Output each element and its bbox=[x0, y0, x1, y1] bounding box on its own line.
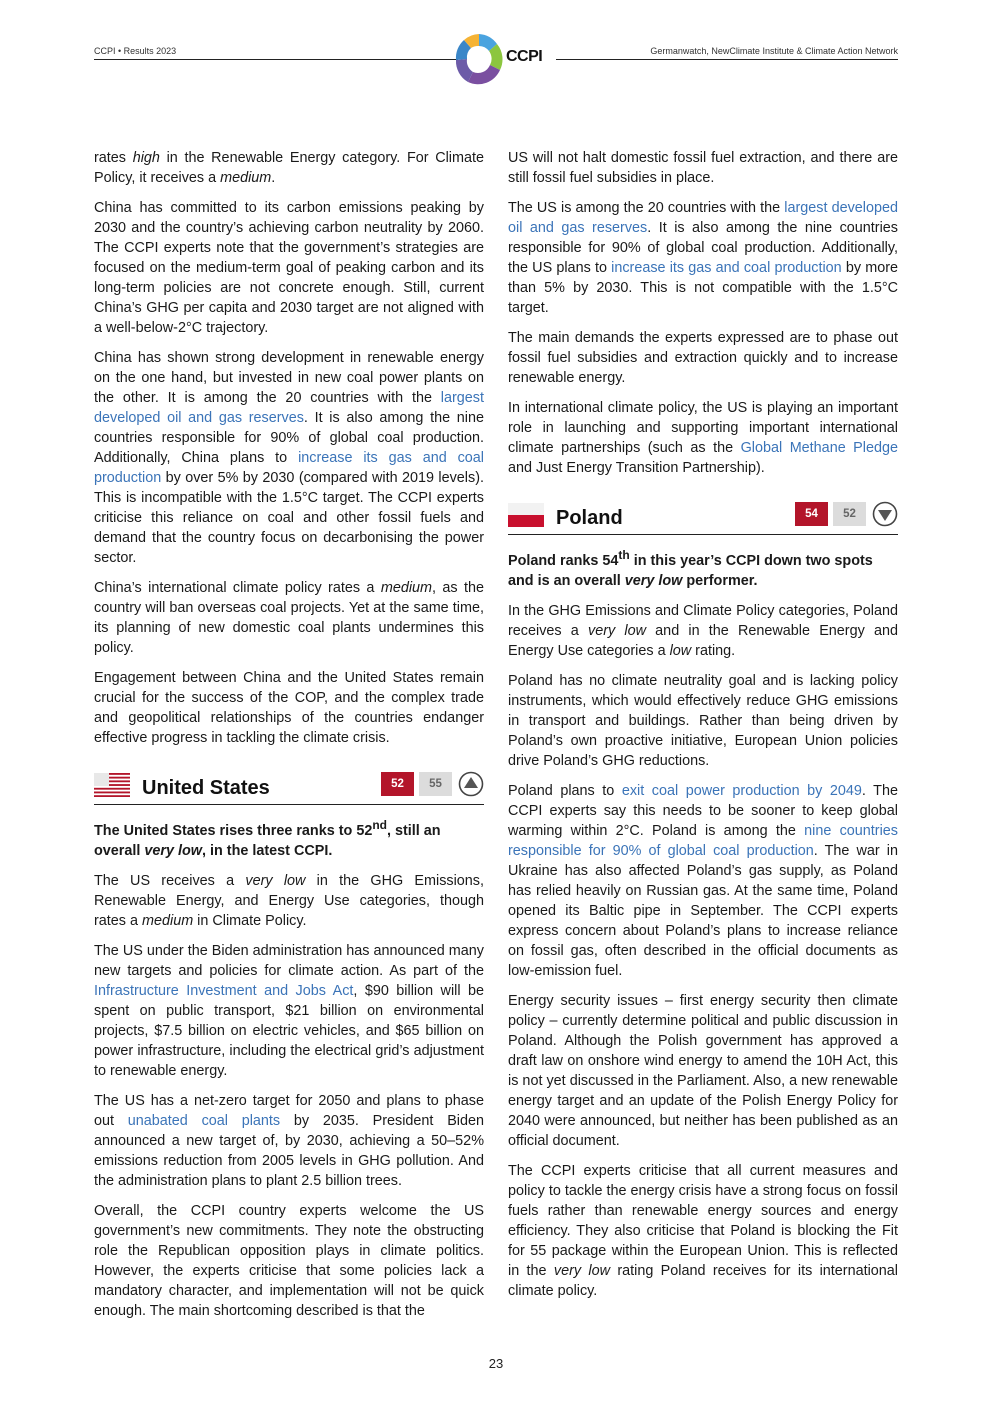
link-gas-coal-production[interactable]: increase its gas and coal production bbox=[611, 260, 842, 276]
paragraph: China’s international climate policy rates a medium, as the country will ban overseas coal projects. Yet at the same time, its planning of new domestic coal plants undermines this policy. bbox=[94, 580, 484, 656]
trend-down-icon bbox=[872, 501, 898, 527]
paragraph: The US has a net-zero target for 2050 and plans to phase out unabated coal plants by 2035. President Biden announced a new target of, by 2030, achieving a 50–52% emissions reduction from 2005 levels in GHG pollution. And the administration plans to plant 2.5 billion trees. bbox=[94, 1092, 484, 1189]
current-rank-badge: 52 bbox=[381, 772, 414, 796]
paragraph: China has committed to its carbon emissions peaking by 2030 and the country’s achieving carbon neutrality by 2060. The CCPI experts note that the government’s strategies are focused on the medium-term goal of peaking carbon and its long-term policies are not concrete enough. Still, current China’s GHG per capita and 2030 target are not aligned with a well-below-2°C trajectory. bbox=[94, 200, 484, 336]
ccpi-logo-icon bbox=[452, 30, 506, 88]
current-rank-badge: 54 bbox=[795, 502, 828, 526]
previous-rank-badge: 52 bbox=[833, 502, 866, 526]
paragraph: The main demands the experts expressed are to phase out fossil fuel subsidies and extraction quickly and to increase renewable energy. bbox=[508, 330, 898, 386]
trend-up-icon bbox=[458, 771, 484, 797]
us-flag-icon bbox=[94, 773, 130, 797]
page-header bbox=[0, 0, 992, 100]
paragraph: The US is among the 20 countries with the largest developed oil and gas reserves. It is also among the nine countries responsible for 90% of global coal production. Additionally, the US plans to increase its gas and coal production by more than 5% by 2030. This is not compatible with the 1.5°C target. bbox=[508, 200, 899, 316]
paragraph: The CCPI experts criticise that all current measures and policy to tackle the energy crisis have a strong focus on fossil fuels rather than renewable energy sources and energy efficiency. They also criticise that Poland is blocking the Fit for 55 package within the European Union. This is reflected in the very low rating Poland receives for its international climate policy. bbox=[508, 1162, 899, 1299]
header-left-text: CCPI • Results 2023 bbox=[94, 46, 177, 56]
poland-flag-icon bbox=[508, 503, 544, 527]
link-largest-reserves[interactable]: largest developed oil and gas reserves bbox=[508, 200, 898, 236]
right-column bbox=[508, 148, 898, 1311]
paragraph: Overall, the CCPI country experts welcome the US government’s new commitments. They note the obstructing role the Republican opposition plays in climate politics. However, the experts criticise that some policies lack a mandatory character, and implementation will not be quick enough. The main shortcoming described is that the bbox=[94, 1202, 484, 1319]
paragraph: Poland has no climate neutrality goal and is lacking policy instruments, which would effectively reduce GHG emissions in transport and buildings. Rather than being driven by Poland’s own proactive initiative, European Union policies drive Poland’s GHG reductions. bbox=[508, 672, 898, 769]
header-rule-left bbox=[94, 59, 458, 60]
paragraph: rates high in the Renewable Energy category. For Climate Policy, it receives a medium. bbox=[94, 150, 484, 186]
paragraph: Engagement between China and the United States remain crucial for the success of the COP, and the complex trade and geopolitical relationships of the countries endanger effective progress in tackling the climate crisis. bbox=[94, 670, 484, 746]
link-largest-reserves[interactable]: largest developed oil and gas reserves bbox=[94, 390, 484, 426]
link-gas-coal-production[interactable]: increase its gas and coal production bbox=[94, 450, 485, 486]
paragraph: In international climate policy, the US is playing an important role in launching and supporting important international climate partnerships (such as the Global Methane Pledge and Just Energy Transition Partnership). bbox=[508, 400, 898, 476]
paragraph: China has shown strong development in renewable energy on the one hand, but invested in new coal power plants on the other. It is among the 20 countries with the largest developed oil and gas reserves. It is also among the nine countries responsible for 90% of global coal production. Additionally, China plans to increase its gas and coal production by over 5% by 2030 (compared with 2019 levels). This is incompatible with the 1.5°C target. The CCPI experts criticise this reliance on coal and other fossil fuels and demand that the country focus on decarbonising the power sector. bbox=[94, 350, 485, 566]
logo-text: CCPI bbox=[506, 48, 543, 65]
link-infrastructure-act[interactable]: Infrastructure Investment and Jobs Act bbox=[94, 982, 354, 999]
paragraph: Poland plans to exit coal power production by 2049. The CCPI experts say this needs to be sooner to keep global warming within 2°C. Poland is among the nine countries responsible for 90% of global coal production. The war in Ukraine has also affected Poland’s gas supply, as Poland has relied heavily on Russian gas. At the same time, Poland opened its Baltic pipe in September. The CCPI experts express concern about Poland’s plans to increase reliance on fossil gas, often described in the official documents as low-emission fuel. bbox=[508, 782, 898, 979]
header-right-text: Germanwatch, NewClimate Institute & Climate Action Network bbox=[650, 46, 898, 56]
link-unabated-coal[interactable]: unabated coal plants bbox=[127, 1112, 281, 1129]
paragraph: The US receives a very low in the GHG Emissions, Renewable Energy, and Energy Use categories, though rates a medium in Climate Policy. bbox=[94, 872, 484, 929]
country-header-poland bbox=[508, 500, 898, 535]
link-nine-countries[interactable]: nine countries responsible for 90% of global coal production bbox=[508, 822, 898, 859]
country-name: United States bbox=[142, 777, 270, 799]
country-name: Poland bbox=[556, 507, 623, 529]
paragraph: US will not halt domestic fossil fuel extraction, and there are still fossil fuel subsidies in place. bbox=[508, 150, 898, 186]
page-number: 23 bbox=[488, 1356, 504, 1371]
link-exit-coal[interactable]: exit coal power production by 2049 bbox=[621, 782, 862, 799]
paragraph: In the GHG Emissions and Climate Policy categories, Poland receives a very low and in the Renewable Energy and Energy Use categories a low rating. bbox=[508, 602, 898, 659]
link-global-methane-pledge[interactable]: Global Methane Pledge bbox=[740, 440, 898, 456]
paragraph: The US under the Biden administration has announced many new targets and policies for climate action. As part of the Infrastructure Investment and Jobs Act, $90 billion will be spent on public transport, $21 billion on environmental projects, $7.5 billion on electric vehicles, and $65 billion on power infrastructure, including the electrical grid’s adjustment to renewable energy. bbox=[94, 942, 485, 1079]
previous-rank-badge: 55 bbox=[419, 772, 452, 796]
country-header-us bbox=[94, 770, 484, 805]
ccpi-logo bbox=[452, 30, 552, 88]
section-lead: Poland ranks 54th in this year’s CCPI down two spots and is an overall very low performer. bbox=[508, 548, 873, 589]
header-rule-right bbox=[556, 59, 898, 60]
left-column bbox=[94, 148, 484, 1331]
section-lead: The United States rises three ranks to 52nd, still an overall very low, in the latest CCPI. bbox=[94, 818, 441, 859]
paragraph: Energy security issues – first energy security then climate policy – currently determine political and public discussion in Poland. Although the Polish government has approved a draft law on onshore wind energy to amend the 10H Act, this is not yet discussed in the Parliament. Also, a new renewable energy target and an update of the Polish Energy Policy for 2040 were announced, but neither has been published as an official document. bbox=[508, 992, 898, 1149]
